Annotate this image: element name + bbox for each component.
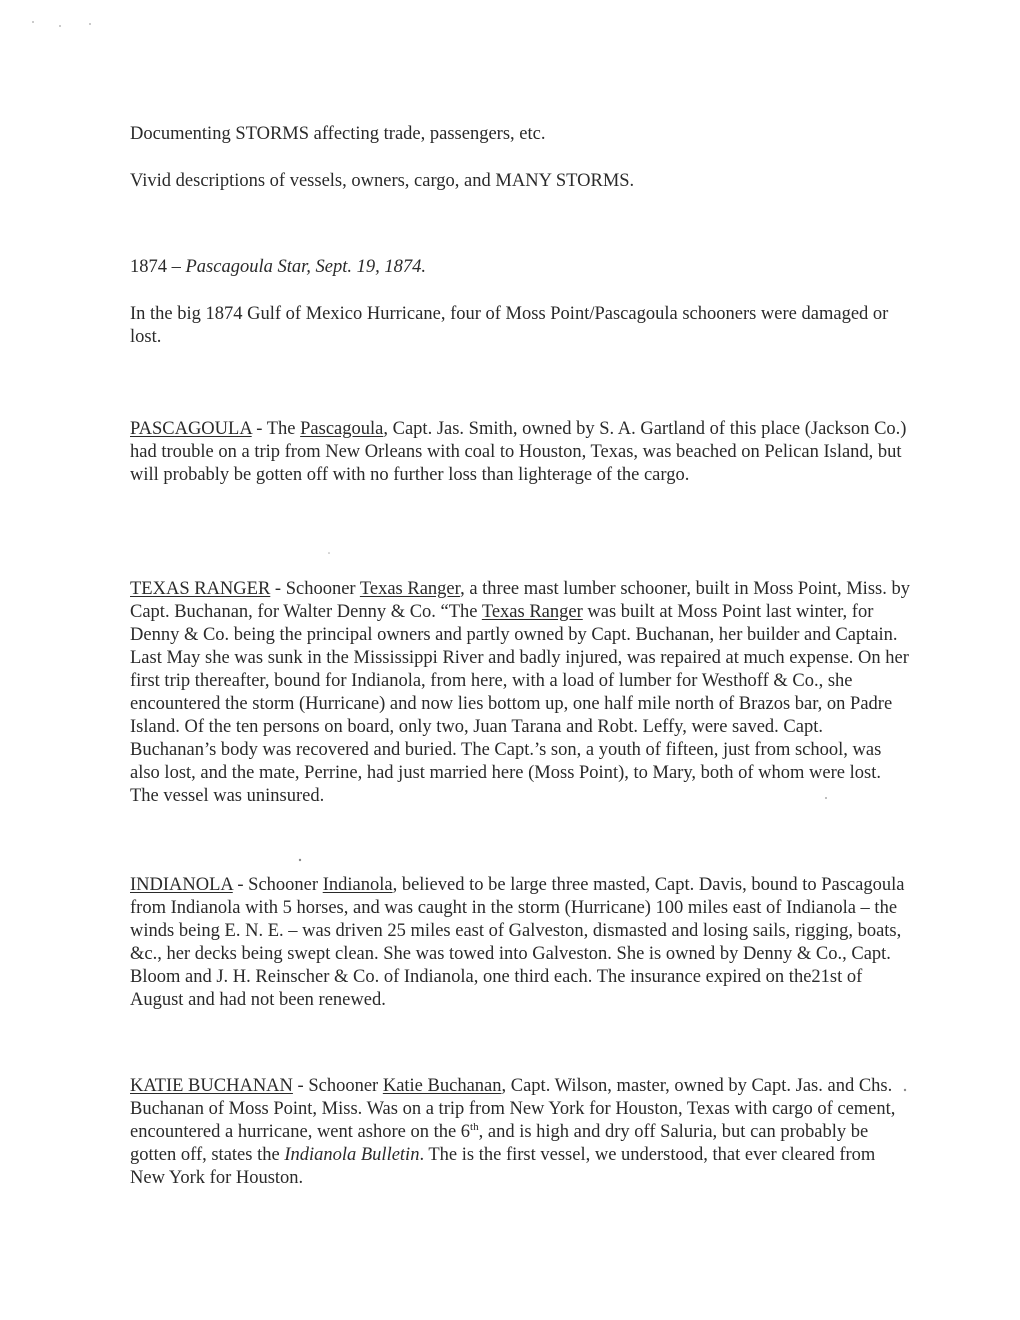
section-heading: KATIE BUCHANAN [130, 1076, 293, 1096]
section-heading: INDIANOLA [130, 875, 233, 895]
citation [130, 256, 910, 279]
intro-paragraph: In the big 1874 Gulf of Mexico Hurricane, four of Moss Point/Pascagoula schooners were damaged or lost. [130, 304, 889, 347]
section-heading: TEXAS RANGER [130, 579, 271, 599]
section-text: - Schooner [270, 579, 360, 599]
vessel-name: Pascagoula [300, 419, 384, 439]
section-text: , and is high and dry off Saluria, but can probably be gotten off, states the [130, 1122, 869, 1165]
scan-speck [32, 21, 34, 23]
citation-year: 1874 – [130, 257, 186, 277]
vessel-name: Katie Buchanan [382, 1076, 502, 1096]
section-texas-ranger [130, 578, 910, 808]
section-text: , Capt. Wilson, master, owned by Capt. Jas. and Chs. Buchanan of Moss Point, Miss. Was on a trip from New York for Houston, Texas with cargo of cement, encountered a hurricane, went ashore on the 6 [130, 1076, 896, 1142]
scan-speck [299, 859, 301, 861]
section-indianola [130, 874, 910, 1012]
section-text: , believed to be large three masted, Capt. Davis, bound to Pascagoula from Indianola with 5 horses, and was caught in the storm (Hurricane) 100 miles east of Indianola – the winds being E. N. E. – was driven 25 miles east of Galveston, dismasted and losing sails, rigging, boats, &c., her decks being swept clean. She was towed into Galveston. She is owned by Denny & Co., Capt. Bloom and J. H. Reinscher & Co. of Indianola, one third each. The insurance expired on the21st of August and had not been renewed. [130, 875, 905, 1010]
header-line-1: Documenting STORMS affecting trade, passengers, etc. [130, 124, 546, 144]
scan-speck [89, 23, 91, 25]
vessel-name: Texas Ranger [359, 579, 461, 599]
section-text: , Capt. Jas. Smith, owned by S. A. Gartland of this place (Jackson Co.) had trouble on a trip from New Orleans with coal to Houston, Texas, was beached on Pelican Island, but will probably be gotten off with no further loss than lighterage of the cargo. [130, 419, 907, 485]
vessel-name: Indianola [322, 875, 393, 895]
section-text: - Schooner [292, 1076, 383, 1096]
newspaper-name: Indianola Bulletin [284, 1145, 420, 1165]
header-line-2: Vivid descriptions of vessels, owners, cargo, and MANY STORMS. [130, 171, 635, 191]
citation-source: Pascagoula Star, Sept. 19, 1874. [185, 257, 426, 277]
section-text: . The is the first vessel, we understood, that ever cleared from New York for Houston. [130, 1145, 876, 1188]
vessel-name: Texas Ranger [481, 602, 583, 622]
section-text: was built at Moss Point last winter, for Denny & Co. being the principal owners and partly owned by Capt. Buchanan, her builder and Captain. Last May she was sunk in the Mississippi River and badly injured, was repaired at much expense. On her first trip thereafter, bound for Indianola, from here, with a load of lumber for Westhoff & Co., she encountered the storm (Hurricane) and now lies bottom up, one half mile north of Brazos bar, on Padre Island. Of the ten persons on board, only two, Juan Tarana and Robt. Leffy, were saved. Capt. Buchanan’s body was recovered and buried. The Capt.’s son, a youth of fifteen, just from school, was also lost, and the mate, Perrine, had just married here (Moss Point), to Mary, both of whom were lost. The vessel was uninsured. [130, 602, 909, 806]
section-text: , a three mast lumber schooner, built in Moss Point, Miss. by Capt. Buchanan, for Walter Denny & Co. “The [130, 579, 910, 622]
section-heading: PASCAGOULA [130, 419, 252, 439]
scan-speck [59, 25, 61, 27]
section-katie-buchanan [130, 1075, 910, 1190]
section-text: - Schooner [232, 875, 323, 895]
ordinal-suffix: th [470, 1120, 479, 1133]
section-text: - The [251, 419, 301, 439]
section-pascagoula [130, 418, 910, 487]
scan-speck [328, 552, 330, 554]
